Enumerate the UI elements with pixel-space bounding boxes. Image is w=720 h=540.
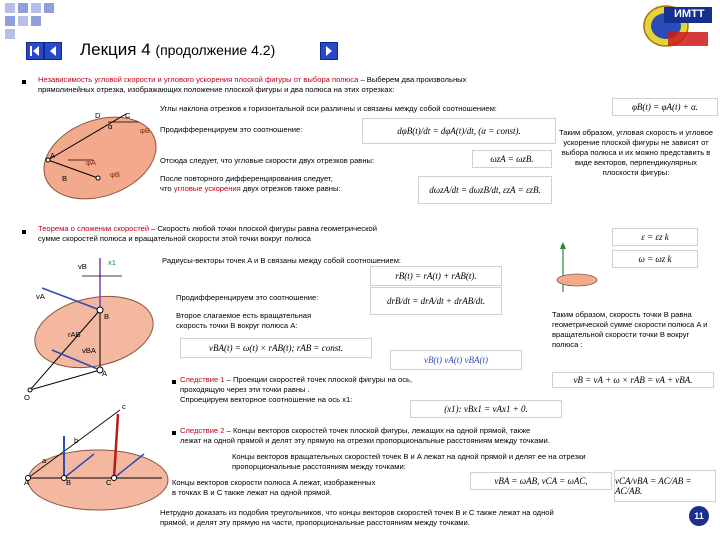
diagram-label: B [104,312,110,321]
logo-text: ИМТТ [674,8,705,20]
corollary-2-pole: Концы векторов скорости полюса A лежат, изображенных в точках B и C также лежат на одной прямой. [172,478,376,497]
repeat-text: После повторного дифференцирования следует, что угловые ускорения двух отрезков также равны: [160,174,341,193]
diagram-label: x1 [108,258,117,267]
diagram-label: vBA [82,346,96,355]
rotation-text: Второе слагаемое есть вращательная скорость точки B вокруг полюса A: [176,311,312,330]
next-slide-button[interactable] [320,42,338,60]
bullet [172,380,176,384]
corollary-2-detail: Концы векторов вращательных скоростей точек B и A лежат на одной прямой и делят ее на отрезки пропорциональные расстояниям между точками: [232,452,586,471]
next-icon [321,43,337,59]
vector-box-eps: ε = εz k [612,228,698,246]
diagram-label: rAB [68,330,81,339]
corner-square [31,3,41,13]
angles-text: Углы наклона отрезков к горизонтальной оси различны и связаны между собой соотношением: [160,104,497,113]
corollary-1: Следствие 1 – Проекции скоростей точек плоской фигуры на ось, проходящую через эти точки равны . Спроецируем векторное соотношение на ось x1: [180,375,413,404]
formula-diff: dφB(t)/dt = dφA(t)/dt, (α = const). [362,118,556,144]
formula-radius: rB(t) = rA(t) + rAB(t). [370,266,502,286]
page-title: Лекция 4 (продолжение 4.2) [80,40,276,59]
diagram-label: a [42,456,47,465]
diagram-label: D [95,111,101,120]
final-text: Нетрудно доказать из подобия треугольников, что концы векторов скоростей точек B и C также лежат на одной прямой, и делят эту прямую на части, пропорциональные расстояниям между точками. [160,508,554,527]
section2-conclusion: Таким образом, скорость точки B равна геометрической сумме скорости полюса A и вращательной скорости точки B вокруг полюса : [552,310,708,349]
prev-icon [45,43,61,59]
formula-c2b: vCA/vBA = AC/AB = AC/AB. [614,470,716,502]
diagram-label: vB [78,262,87,271]
formula-acc: dωzA/dt = dωzB/dt, εzA = εzB. [418,176,552,204]
formula-velocities: vB(t) vA(t) vBA(t) [390,350,522,370]
diagram-label: b [74,436,79,445]
diagram-label: c [122,402,126,411]
speeds-text: Отсюда следует, что угловые скорости двух отрезков равны: [160,156,375,165]
section1-conclusion: Таким образом, угловая скорость и угловое ускорение плоской фигуры не зависят от выбора полюса и их можно представить в виде векторов, перпендикулярных плоскости фигуры: [558,128,714,177]
vector-box-omega: ω = ωz k [612,250,698,268]
logo [640,4,716,50]
diagram-label: z [560,242,564,251]
corner-square [31,16,41,26]
prev-slide-button[interactable] [44,42,62,60]
diagram-label: A [50,151,56,160]
corner-square [5,3,15,13]
formula-rot: vBA(t) = ω(t) × rAB(t); rAB = const. [180,338,372,358]
bullet [172,431,176,435]
bullet [22,80,26,84]
diff-text: Продифференцируем это соотношение: [160,125,303,134]
first-slide-button[interactable] [26,42,44,60]
diagram-label: vA [36,292,45,301]
formula-angles: φB(t) = φA(t) + α. [612,98,718,116]
corner-square [18,16,28,26]
diagram-label: B [66,478,72,487]
formula-c2a: vBA = ωAB, vCA = ωAC, [470,472,612,490]
corollary-2: Следствие 2 – Концы векторов скоростей точек плоской фигуры, лежащих на одной прямой, также лежат на одной прямой и делят эту прямую на отрезки пропорциональные расстояниям между точками. [180,426,550,445]
formula-c1: (x1): vBx1 = vAx1 + 0. [410,400,562,418]
radius-text: Радиусы-векторы точек A и B связаны между собой соотношением: [162,256,402,265]
corner-square [5,29,15,39]
velocity-diagram [22,250,172,400]
corner-square [44,3,54,13]
bullet [22,230,26,234]
diagram-label: C [125,111,131,120]
diff-text-2: Продифференцируем это соотношение: [176,293,319,302]
page-number: 11 [689,506,709,526]
formula-diff-2: drB/dt = drA/dt + drAB/dt. [370,287,502,315]
section2-heading: Теорема о сложении скоростей – Скорость любой точки плоской фигуры равна геометрической сумме скоростей полюса и вращательной скорости этой точки вокруг полюса [38,224,377,243]
formula-speeds: ωzA = ωzB. [472,150,552,168]
diagram-label: A [24,478,30,487]
section1-heading: Независимость угловой скорости и углового ускорения плоской фигуры от выбора полюса – Выберем два произвольных прямолинейных отрезка, изображающих положение плоской фигуры и два полюса на этих отрезках: [38,75,467,94]
diagram-label: C [106,478,112,487]
diagram-label: B [62,174,68,183]
diagram-label: O [24,393,30,402]
diagram-label: A [102,369,108,378]
diagram-label: α [108,122,113,131]
diagram-label: φA [86,158,96,167]
first-icon [27,43,43,59]
corner-square [18,3,28,13]
formula-sum: vB = vA + ω × rAB = vA + vBA. [552,372,714,388]
diagram-label: φB [110,170,120,179]
diagram-label: φB [140,126,150,135]
corner-square [5,16,15,26]
